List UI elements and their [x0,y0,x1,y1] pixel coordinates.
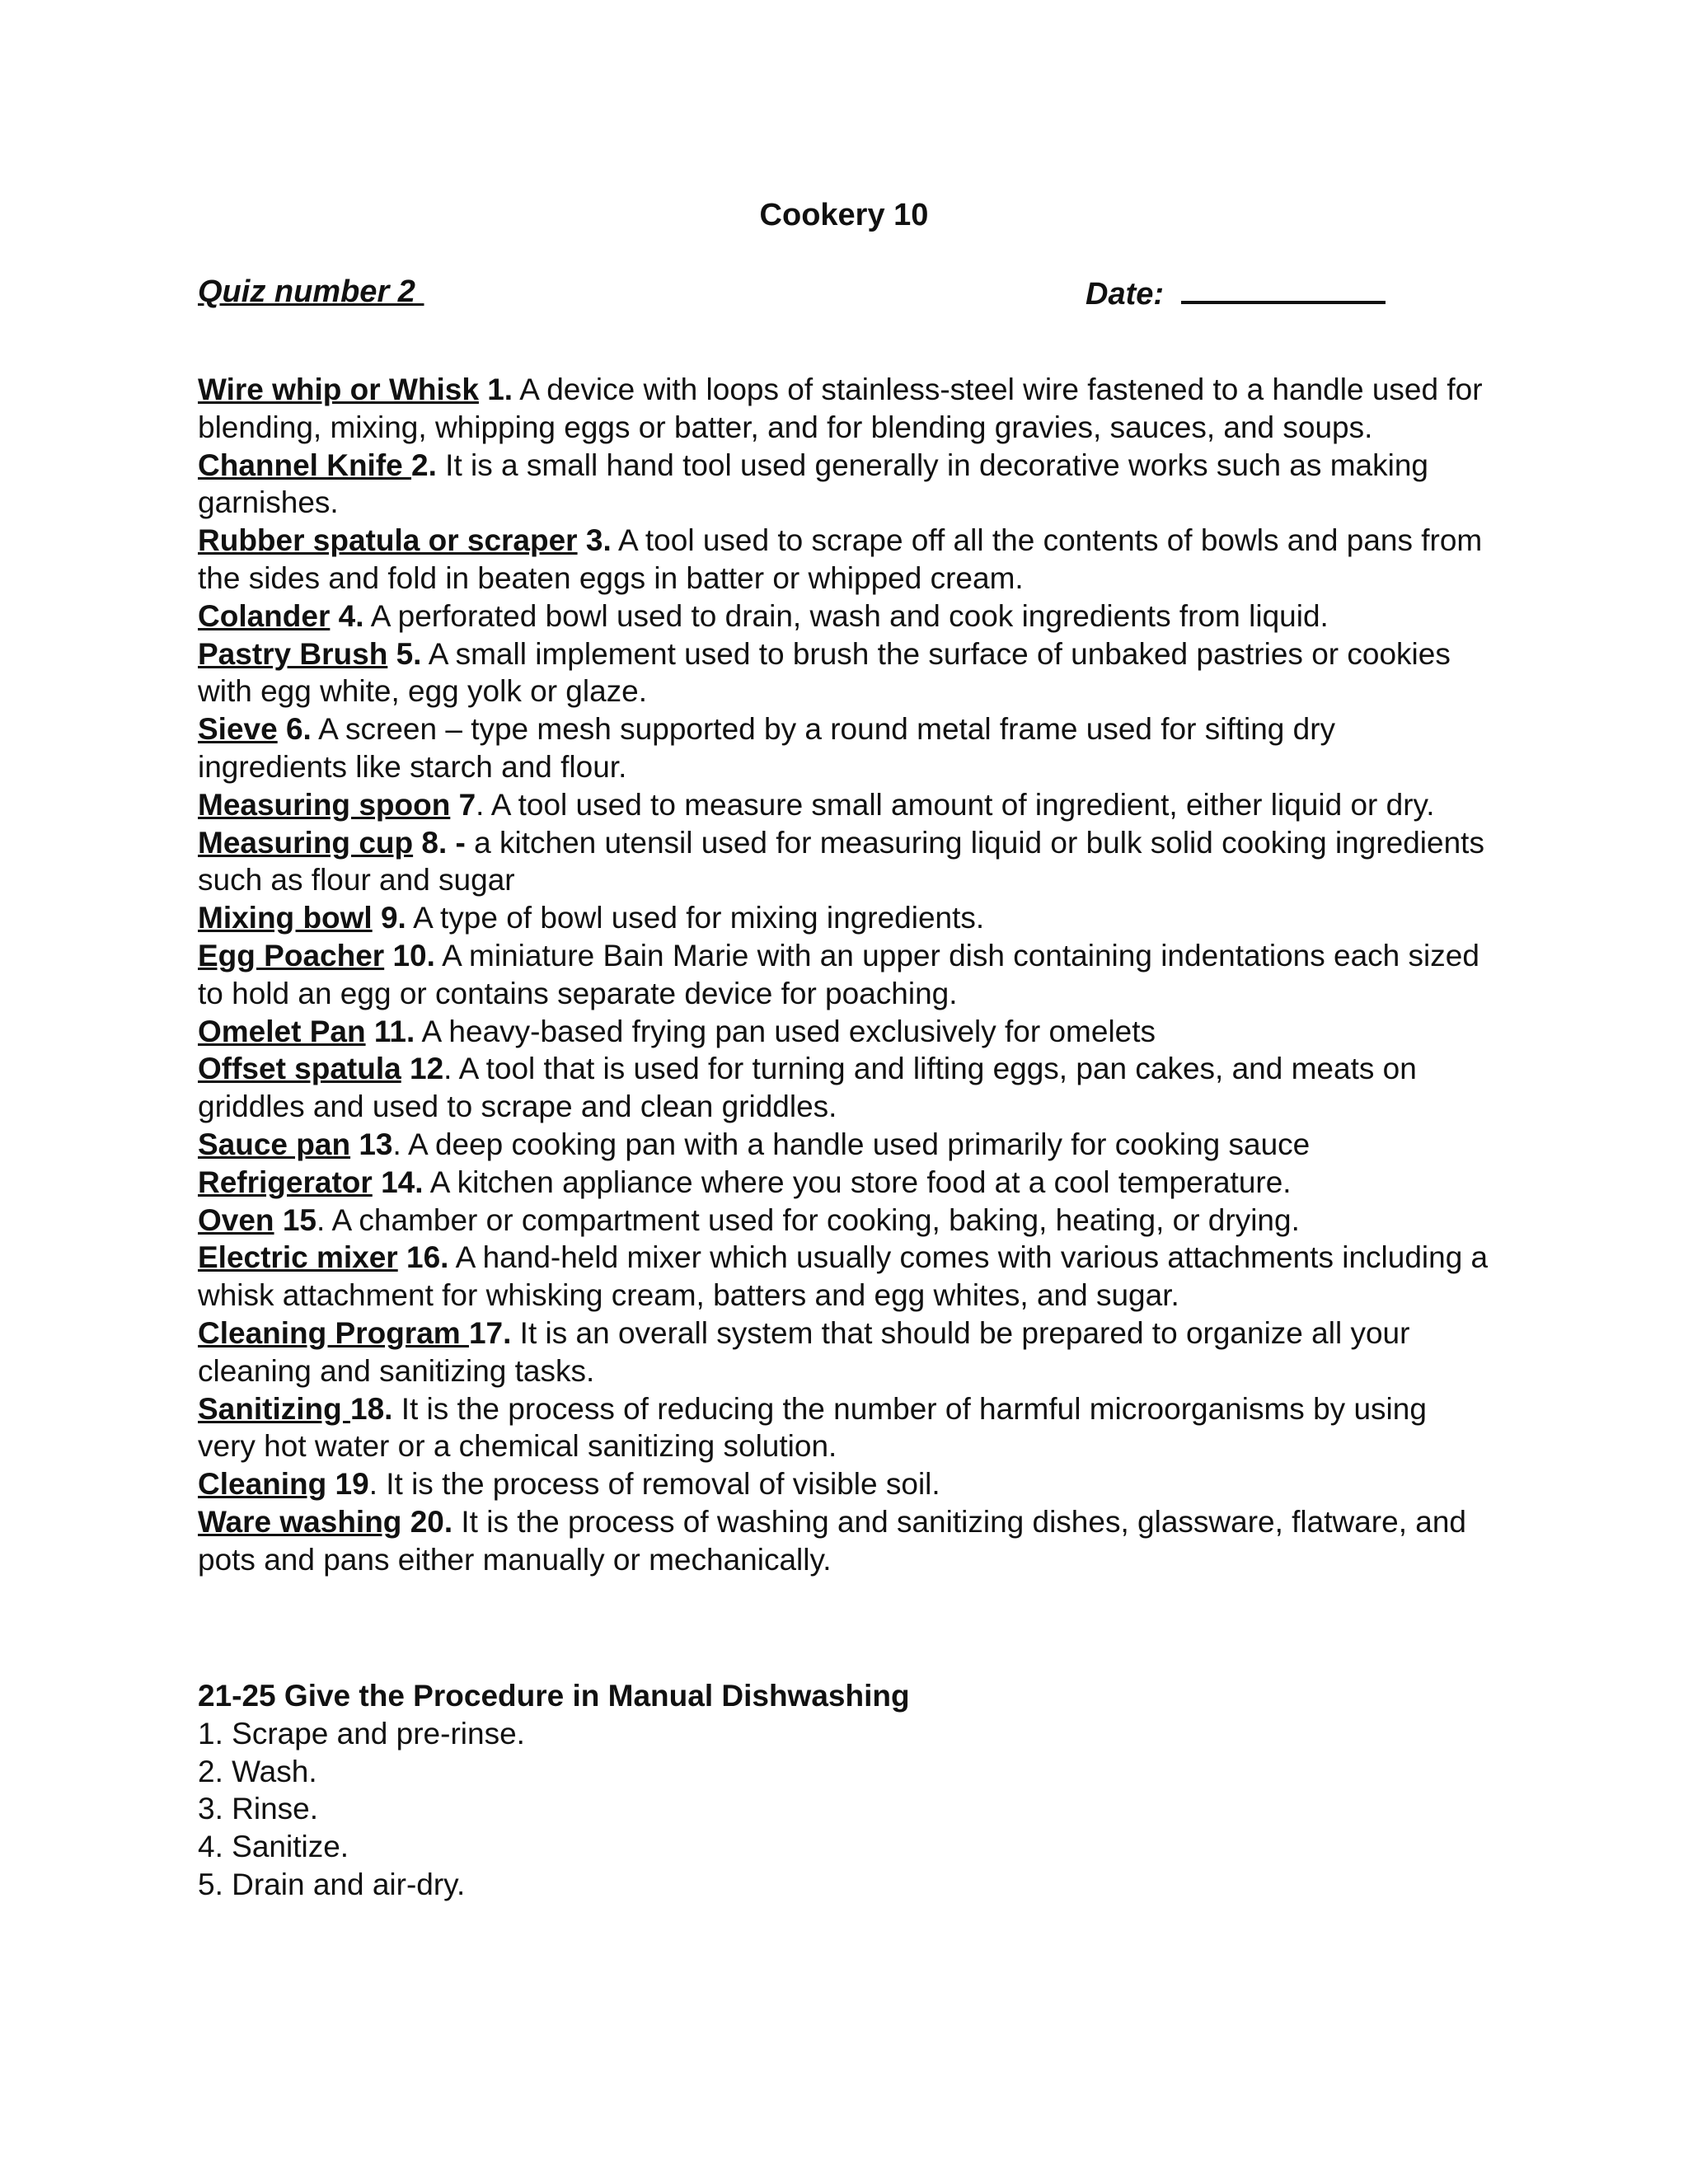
item-term: Oven [198,1202,274,1237]
quiz-item [198,824,1492,900]
quiz-item [198,1390,1492,1466]
item-definition: It is a small hand tool used generally in decorative works such as making garnishes. [198,448,1428,520]
item-definition: It is the process of reducing the number of harmful microorganisms by using very hot water or a chemical sanitizing solution. [198,1391,1427,1464]
item-definition: . A tool that is used for turning and lifting eggs, pan cakes, and meats on griddles and used to scrape and clean griddles. [198,1052,1417,1124]
item-term: Egg Poacher [198,938,385,972]
item-definition: . It is the process of removal of visible soil. [368,1467,940,1502]
item-number: 16. [406,1240,449,1275]
item-term: Colander [198,598,331,633]
item-term: Cleaning Program [198,1315,469,1350]
quiz-number-label: Quiz number 2 [198,274,424,309]
item-definition: . A tool used to measure small amount of ingredient, either liquid or dry. [476,787,1435,822]
item-number: 14. [381,1165,424,1199]
item-number: 9. [380,901,406,935]
item-number: 19 [335,1467,369,1502]
item-term: Sanitizing [198,1391,350,1426]
quiz-item [198,522,1492,598]
procedure-step: 1. Scrape and pre-rinse. [198,1716,525,1750]
quiz-item [198,1164,1492,1202]
item-term: Cleaning [198,1467,327,1502]
item-number: 6. [285,712,312,747]
procedure-heading: 21-25 Give the Procedure in Manual Dishwashing [198,1679,910,1713]
date-field [1085,271,1386,315]
item-number: 11. [373,1014,415,1048]
item-number: 12 [410,1052,444,1086]
quiz-item [198,937,1492,1013]
item-definition: A heavy-based frying pan used exclusively for omelets [415,1014,1156,1048]
item-definition: A hand-held mixer which usually comes with various attachments including a whisk attachment for whisking cream, batters and egg whites, and sugar. [198,1240,1489,1313]
item-definition: a kitchen utensil used for measuring liquid or bulk solid cooking ingredients such as flour and sugar [198,825,1484,898]
item-definition: . A chamber or compartment used for cooking, baking, heating, or drying. [316,1202,1300,1237]
quiz-items-list [198,371,1492,1579]
quiz-item [198,1202,1492,1240]
item-number: 7 [458,787,476,822]
procedure-step: 5. Drain and air-dry. [198,1867,466,1901]
date-blank-line [1181,271,1386,304]
item-term: Measuring spoon [198,787,451,822]
quiz-item [198,1465,1492,1503]
quiz-item [198,371,1492,447]
item-term: Mixing bowl [198,901,373,935]
item-number: 15 [282,1202,316,1237]
item-term: Ware washing [198,1504,402,1539]
item-number: 10. [392,938,435,972]
item-term: Sauce pan [198,1127,351,1161]
quiz-item [198,1013,1492,1051]
quiz-item [198,635,1492,711]
quiz-item [198,1239,1492,1315]
item-definition: A perforated bowl used to drain, wash and cook ingredients from liquid. [363,598,1329,633]
item-number: 3. [585,523,612,558]
quiz-item [198,1050,1492,1126]
quiz-item [198,1503,1492,1579]
item-term: Sieve [198,712,278,747]
item-term: Wire whip or Whisk [198,373,479,406]
quiz-item [198,786,1492,824]
item-definition: A screen – type mesh supported by a round metal frame used for sifting dry ingredients like starch and flour. [198,712,1336,784]
item-number: 18. [350,1391,393,1426]
procedure-section [198,1677,1492,1904]
item-number: 5. [396,636,422,671]
item-number: 20. [410,1504,453,1539]
item-definition: A miniature Bain Marie with an upper dish containing indentations each sized to hold an egg or contains separate device for poaching. [198,938,1479,1010]
item-definition: A kitchen appliance where you store food at a cool temperature. [423,1165,1292,1199]
item-term: Omelet Pan [198,1014,366,1048]
quiz-item [198,710,1492,786]
item-definition: It is an overall system that should be prepared to organize all your cleaning and sanitizing tasks. [198,1315,1410,1388]
item-number: 13 [359,1127,393,1161]
quiz-item [198,598,1492,635]
item-number: 2. [411,448,437,482]
item-term: Channel Knife [198,448,412,482]
item-definition: . A deep cooking pan with a handle used primarily for cooking sauce [392,1127,1311,1161]
item-number: 17. [468,1315,512,1350]
item-definition: A tool used to scrape off all the contents of bowls and pans from the sides and fold in beaten eggs in batter or whipped cream. [198,523,1483,595]
item-term: Rubber spatula or scraper [198,523,578,558]
quiz-item [198,899,1492,937]
item-number: 1. [487,373,513,406]
procedure-step: 2. Wash. [198,1754,317,1788]
item-term: Electric mixer [198,1240,398,1275]
item-number: 8. - [421,825,466,860]
item-term: Pastry Brush [198,636,388,671]
date-label: Date: [1085,277,1173,312]
item-definition: A small implement used to brush the surface of unbaked pastries or cookies with egg white, egg yolk or glaze. [198,636,1451,709]
item-definition: A device with loops of stainless-steel wire fastened to a handle used for blending, mixing, whipping eggs or batter, and for blending gravies, sauces, and soups. [198,373,1483,444]
procedure-step: 4. Sanitize. [198,1830,349,1864]
item-term: Refrigerator [198,1165,373,1199]
procedure-step: 3. Rinse. [198,1792,319,1826]
item-term: Offset spatula [198,1052,401,1086]
item-number: 4. [338,598,364,633]
item-definition: A type of bowl used for mixing ingredients. [406,901,985,935]
quiz-item [198,1126,1492,1164]
item-definition: It is the process of washing and sanitizing dishes, glassware, flatware, and pots and pans either manually or mechanically. [198,1504,1466,1577]
item-term: Measuring cup [198,825,414,860]
document-title: Cookery 10 [759,198,929,232]
quiz-item [198,1315,1492,1390]
quiz-item [198,447,1492,523]
